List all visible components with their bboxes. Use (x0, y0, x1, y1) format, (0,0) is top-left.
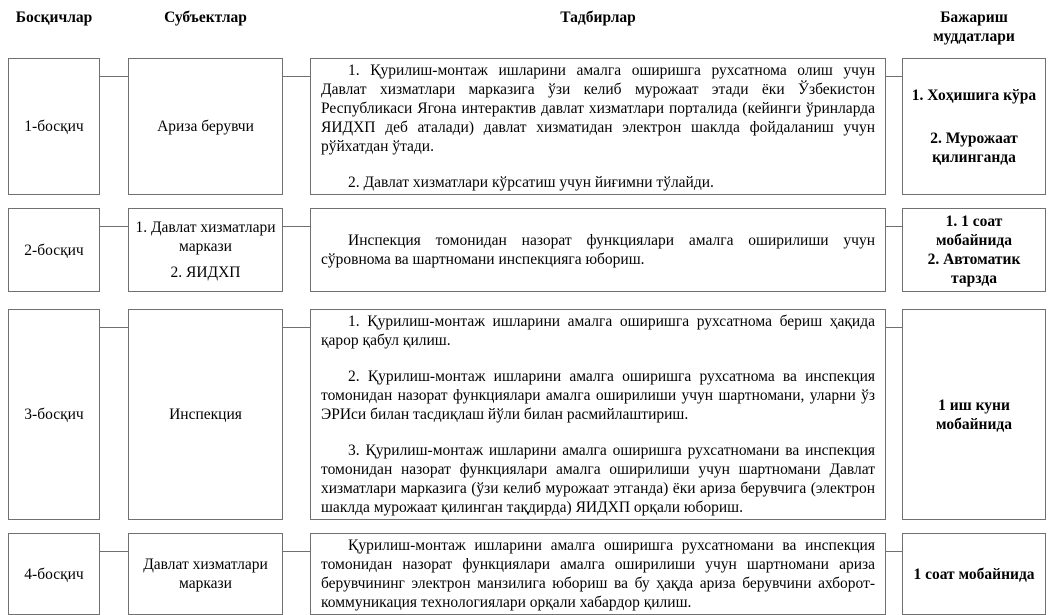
process-row-2 (8, 208, 1046, 292)
subject-box (128, 533, 283, 615)
activities-box (310, 208, 886, 292)
deadline-box (902, 58, 1046, 195)
stage-box (8, 58, 100, 195)
connector-line (100, 551, 128, 552)
column-headers (8, 0, 1046, 58)
connector-line (283, 76, 310, 77)
activity-paragraph: Инспекция томонидан назорат функциялари амалга оширилиши учун сўровнома ва шартномани инспекцияга юбориш. (321, 232, 875, 268)
activity-paragraph: 1. Қурилиш-монтаж ишларини амалга оширишга рухсатнома бериш ҳақида қарор қабул қилиш. (321, 313, 875, 349)
connector-line (886, 76, 902, 77)
activity-paragraph: 3. Қурилиш-монтаж ишларини амалга оширишга рухсатномани ва инспекция томонидан назорат функциялари амалга оширилиши учун шартномани Давлат хизматлари марказига (ўзи келиб мурожаат этганда) ёки ариза берувчига (электрон шаклда мурожаат қилинган тақдирда) ЯИДХП орқали юбориш. (321, 442, 875, 516)
subject-label: Ариза берувчи (157, 118, 254, 135)
deadline-item: 1. 1 соат мобайнида (936, 213, 1012, 249)
activities-box (310, 309, 886, 520)
activity-paragraph: 2. Қурилиш-монтаж ишларини амалга оширишга рухсатнома ва инспекция томонидан назорат функциялари амалга оширилиши учун шартномани, уларни ўз ЭРИси билан тасдиқлаш йўли билан расмийлаштириш. (321, 368, 875, 423)
connector-line (100, 327, 128, 328)
deadline-box (902, 309, 1046, 520)
deadline-item: 1 соат мобайнида (913, 565, 1035, 583)
connector-line (283, 226, 310, 227)
subject-box (128, 208, 283, 292)
connector-line (100, 76, 128, 77)
deadline-item: 2. Мурожаат қилинганда (930, 130, 1018, 166)
activity-paragraph: 1. Қурилиш-монтаж ишларини амалга оширишга рухсатнома олиш учун Давлат хизматлари марказига ўзи келиб мурожаат этади ёки Ўзбекистон Республикаси Ягона интерактив давлат хизматлари порталида (кейинги ўринларда ЯИДХП деб аталади) давлат хизматидан электрон шаклда фойдаланиш учун рўйхатдан ўтади. (321, 62, 875, 155)
connector-line (886, 327, 902, 328)
column-header-deadlines: Бажариш муддатлари (933, 9, 1015, 45)
stage-label: 1-босқич (24, 118, 84, 135)
activity-paragraph: 2. Давлат хизматлари кўрсатиш учун йиғимни тўлайди. (348, 174, 714, 191)
subject-label: Давлат хизматлари маркази (143, 556, 268, 592)
stage-box (8, 208, 100, 292)
stage-box (8, 533, 100, 615)
activities-box (310, 533, 886, 615)
connector-line (283, 551, 310, 552)
connector-line (886, 226, 902, 227)
deadline-box (902, 208, 1046, 292)
subject-box (128, 309, 283, 520)
process-row-1 (8, 58, 1046, 195)
deadline-item: 1 иш куни мобайнида (936, 396, 1012, 433)
process-row-4 (8, 533, 1046, 615)
column-header-subjects: Субъектлар (164, 9, 247, 26)
deadline-item: 1. Хоҳишига кўра (911, 87, 1037, 104)
deadline-item: 2. Автоматик тарзда (927, 251, 1021, 287)
activity-paragraph: Қурилиш-монтаж ишларини амалга оширишга рухсатномани ва инспекция томонидан назорат функциялари амалга оширилиши учун шартномани ариза берувчининг электрон манзилига юбориш ва бу ҳақда ариза берувчини ахборот-коммуникация технологиялари орқали хабардор қилиш. (321, 537, 875, 611)
subject-label: 2. ЯИДХП (170, 263, 241, 281)
stage-box (8, 309, 100, 520)
process-row-3 (8, 309, 1046, 520)
connector-line (886, 551, 902, 552)
connector-line (100, 226, 128, 227)
column-header-activities: Тадбирлар (560, 9, 636, 26)
activities-box (310, 58, 886, 195)
deadline-box (902, 533, 1046, 615)
subject-label: Инспекция (169, 406, 242, 423)
column-header-stages: Босқичлар (15, 9, 93, 26)
stage-label: 3-босқич (24, 406, 84, 423)
stage-label: 4-босқич (24, 565, 84, 583)
subject-box (128, 58, 283, 195)
subject-label: 1. Давлат хизматлари маркази (135, 219, 276, 256)
stage-label: 2-босқич (24, 241, 84, 259)
connector-line (283, 327, 310, 328)
